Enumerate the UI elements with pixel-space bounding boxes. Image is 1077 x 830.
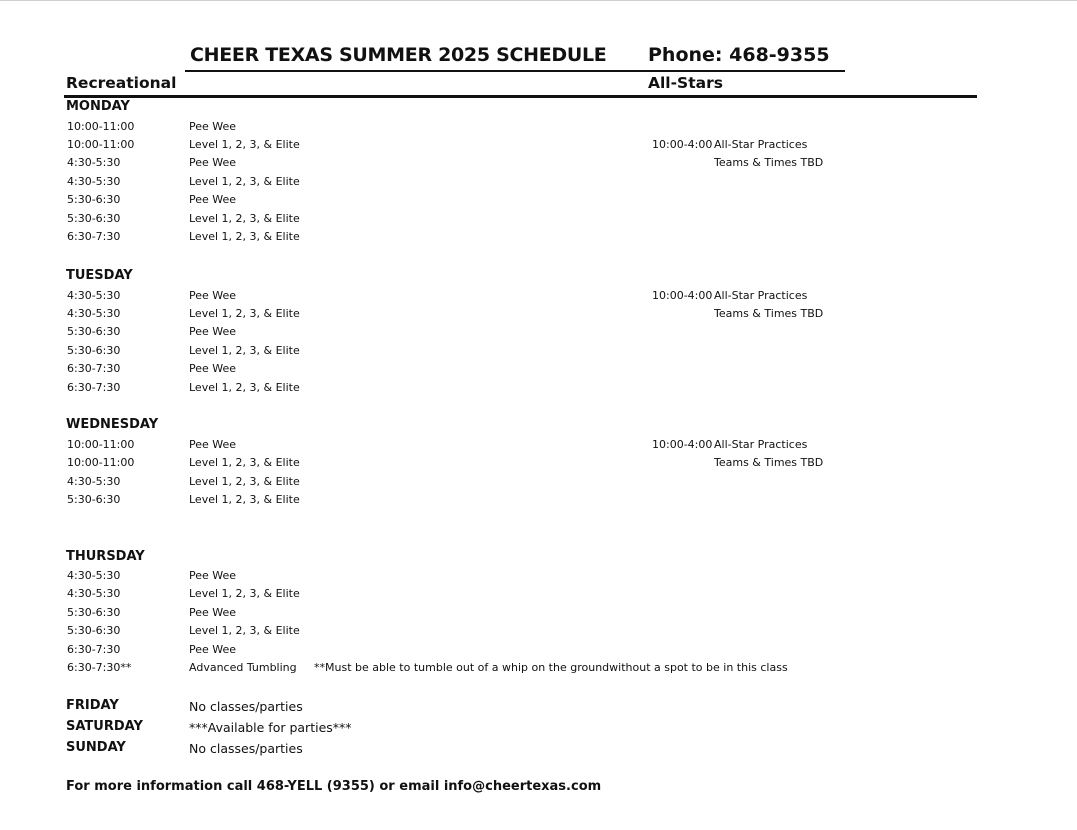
- row-class: Level 1, 2, 3, & Elite: [189, 493, 300, 506]
- tumbling-requirement-note: **Must be able to tumble out of a whip on the groundwithout a spot to be in this class: [314, 661, 788, 674]
- row-class: Pee Wee: [189, 289, 237, 302]
- row-class: Pee Wee: [189, 438, 237, 451]
- document-title: CHEER TEXAS SUMMER 2025 SCHEDULE: [190, 44, 607, 66]
- sunday-value: No classes/parties: [189, 741, 303, 756]
- allstar-note-tuesday: Teams & Times TBD: [714, 307, 824, 320]
- row-time: 6:30-7:30: [67, 230, 121, 243]
- allstar-time: 10:00-4:00: [652, 289, 713, 302]
- row-class: Level 1, 2, 3, & Elite: [189, 138, 300, 151]
- header-rule: [64, 95, 977, 98]
- row-time: 5:30-6:30: [67, 624, 121, 637]
- row-class: Level 1, 2, 3, & Elite: [189, 475, 300, 488]
- phone-number: Phone: 468-9355: [648, 44, 830, 66]
- row-time: 5:30-6:30: [67, 606, 121, 619]
- row-time: 10:00-11:00: [67, 456, 135, 469]
- row-time: 6:30-7:30: [67, 362, 121, 375]
- recreational-heading: Recreational: [66, 74, 177, 92]
- day-heading-saturday: SATURDAY: [66, 719, 143, 734]
- row-time: 5:30-6:30: [67, 193, 121, 206]
- allstar-note-wednesday: Teams & Times TBD: [714, 456, 824, 469]
- row-class: Pee Wee: [189, 606, 237, 619]
- row-class: Pee Wee: [189, 120, 237, 133]
- row-time: 5:30-6:30: [67, 325, 121, 338]
- row-time: 4:30-5:30: [67, 289, 121, 302]
- allstar-time: 10:00-4:00: [652, 438, 713, 451]
- row-time: 4:30-5:30: [67, 307, 121, 320]
- row-class: Level 1, 2, 3, & Elite: [189, 230, 300, 243]
- day-heading-sunday: SUNDAY: [66, 740, 126, 755]
- allstar-note-monday: Teams & Times TBD: [714, 156, 824, 169]
- row-class: Level 1, 2, 3, & Elite: [189, 307, 300, 320]
- day-heading-monday: MONDAY: [66, 99, 130, 114]
- row-class: Level 1, 2, 3, & Elite: [189, 381, 300, 394]
- allstar-text: All-Star Practices: [714, 138, 808, 151]
- allstar-text: All-Star Practices: [714, 289, 808, 302]
- row-time: 6:30-7:30: [67, 381, 121, 394]
- row-time: 10:00-11:00: [67, 138, 135, 151]
- row-class: Pee Wee: [189, 569, 237, 582]
- row-class: Pee Wee: [189, 156, 237, 169]
- allstar-text: All-Star Practices: [714, 438, 808, 451]
- row-time: 6:30-7:30**: [67, 661, 132, 674]
- row-class: Level 1, 2, 3, & Elite: [189, 624, 300, 637]
- allstar-time: 10:00-4:00: [652, 138, 713, 151]
- row-time: 5:30-6:30: [67, 212, 121, 225]
- row-class: Pee Wee: [189, 643, 237, 656]
- row-time: 4:30-5:30: [67, 175, 121, 188]
- row-class: Advanced Tumbling: [189, 661, 297, 674]
- row-time: 10:00-11:00: [67, 438, 135, 451]
- row-time: 6:30-7:30: [67, 643, 121, 656]
- row-time: 4:30-5:30: [67, 475, 121, 488]
- footer-contact-info: For more information call 468-YELL (9355) or email info@cheertexas.com: [66, 779, 602, 794]
- row-class: Level 1, 2, 3, & Elite: [189, 587, 300, 600]
- saturday-value: ***Available for parties***: [189, 720, 352, 735]
- day-heading-friday: FRIDAY: [66, 698, 119, 713]
- day-heading-wednesday: WEDNESDAY: [66, 417, 159, 432]
- day-heading-tuesday: TUESDAY: [66, 268, 133, 283]
- row-class: Pee Wee: [189, 193, 237, 206]
- row-class: Level 1, 2, 3, & Elite: [189, 212, 300, 225]
- friday-value: No classes/parties: [189, 699, 303, 714]
- row-time: 4:30-5:30: [67, 569, 121, 582]
- day-heading-thursday: THURSDAY: [66, 549, 145, 564]
- allstars-heading: All-Stars: [648, 74, 723, 92]
- row-time: 5:30-6:30: [67, 493, 121, 506]
- row-class: Level 1, 2, 3, & Elite: [189, 456, 300, 469]
- row-class: Pee Wee: [189, 325, 237, 338]
- row-class: Level 1, 2, 3, & Elite: [189, 344, 300, 357]
- page-top-border: [0, 0, 1077, 1]
- row-time: 4:30-5:30: [67, 587, 121, 600]
- row-time: 4:30-5:30: [67, 156, 121, 169]
- row-time: 5:30-6:30: [67, 344, 121, 357]
- title-underline: [185, 70, 845, 72]
- row-time: 10:00-11:00: [67, 120, 135, 133]
- row-class: Pee Wee: [189, 362, 237, 375]
- row-class: Level 1, 2, 3, & Elite: [189, 175, 300, 188]
